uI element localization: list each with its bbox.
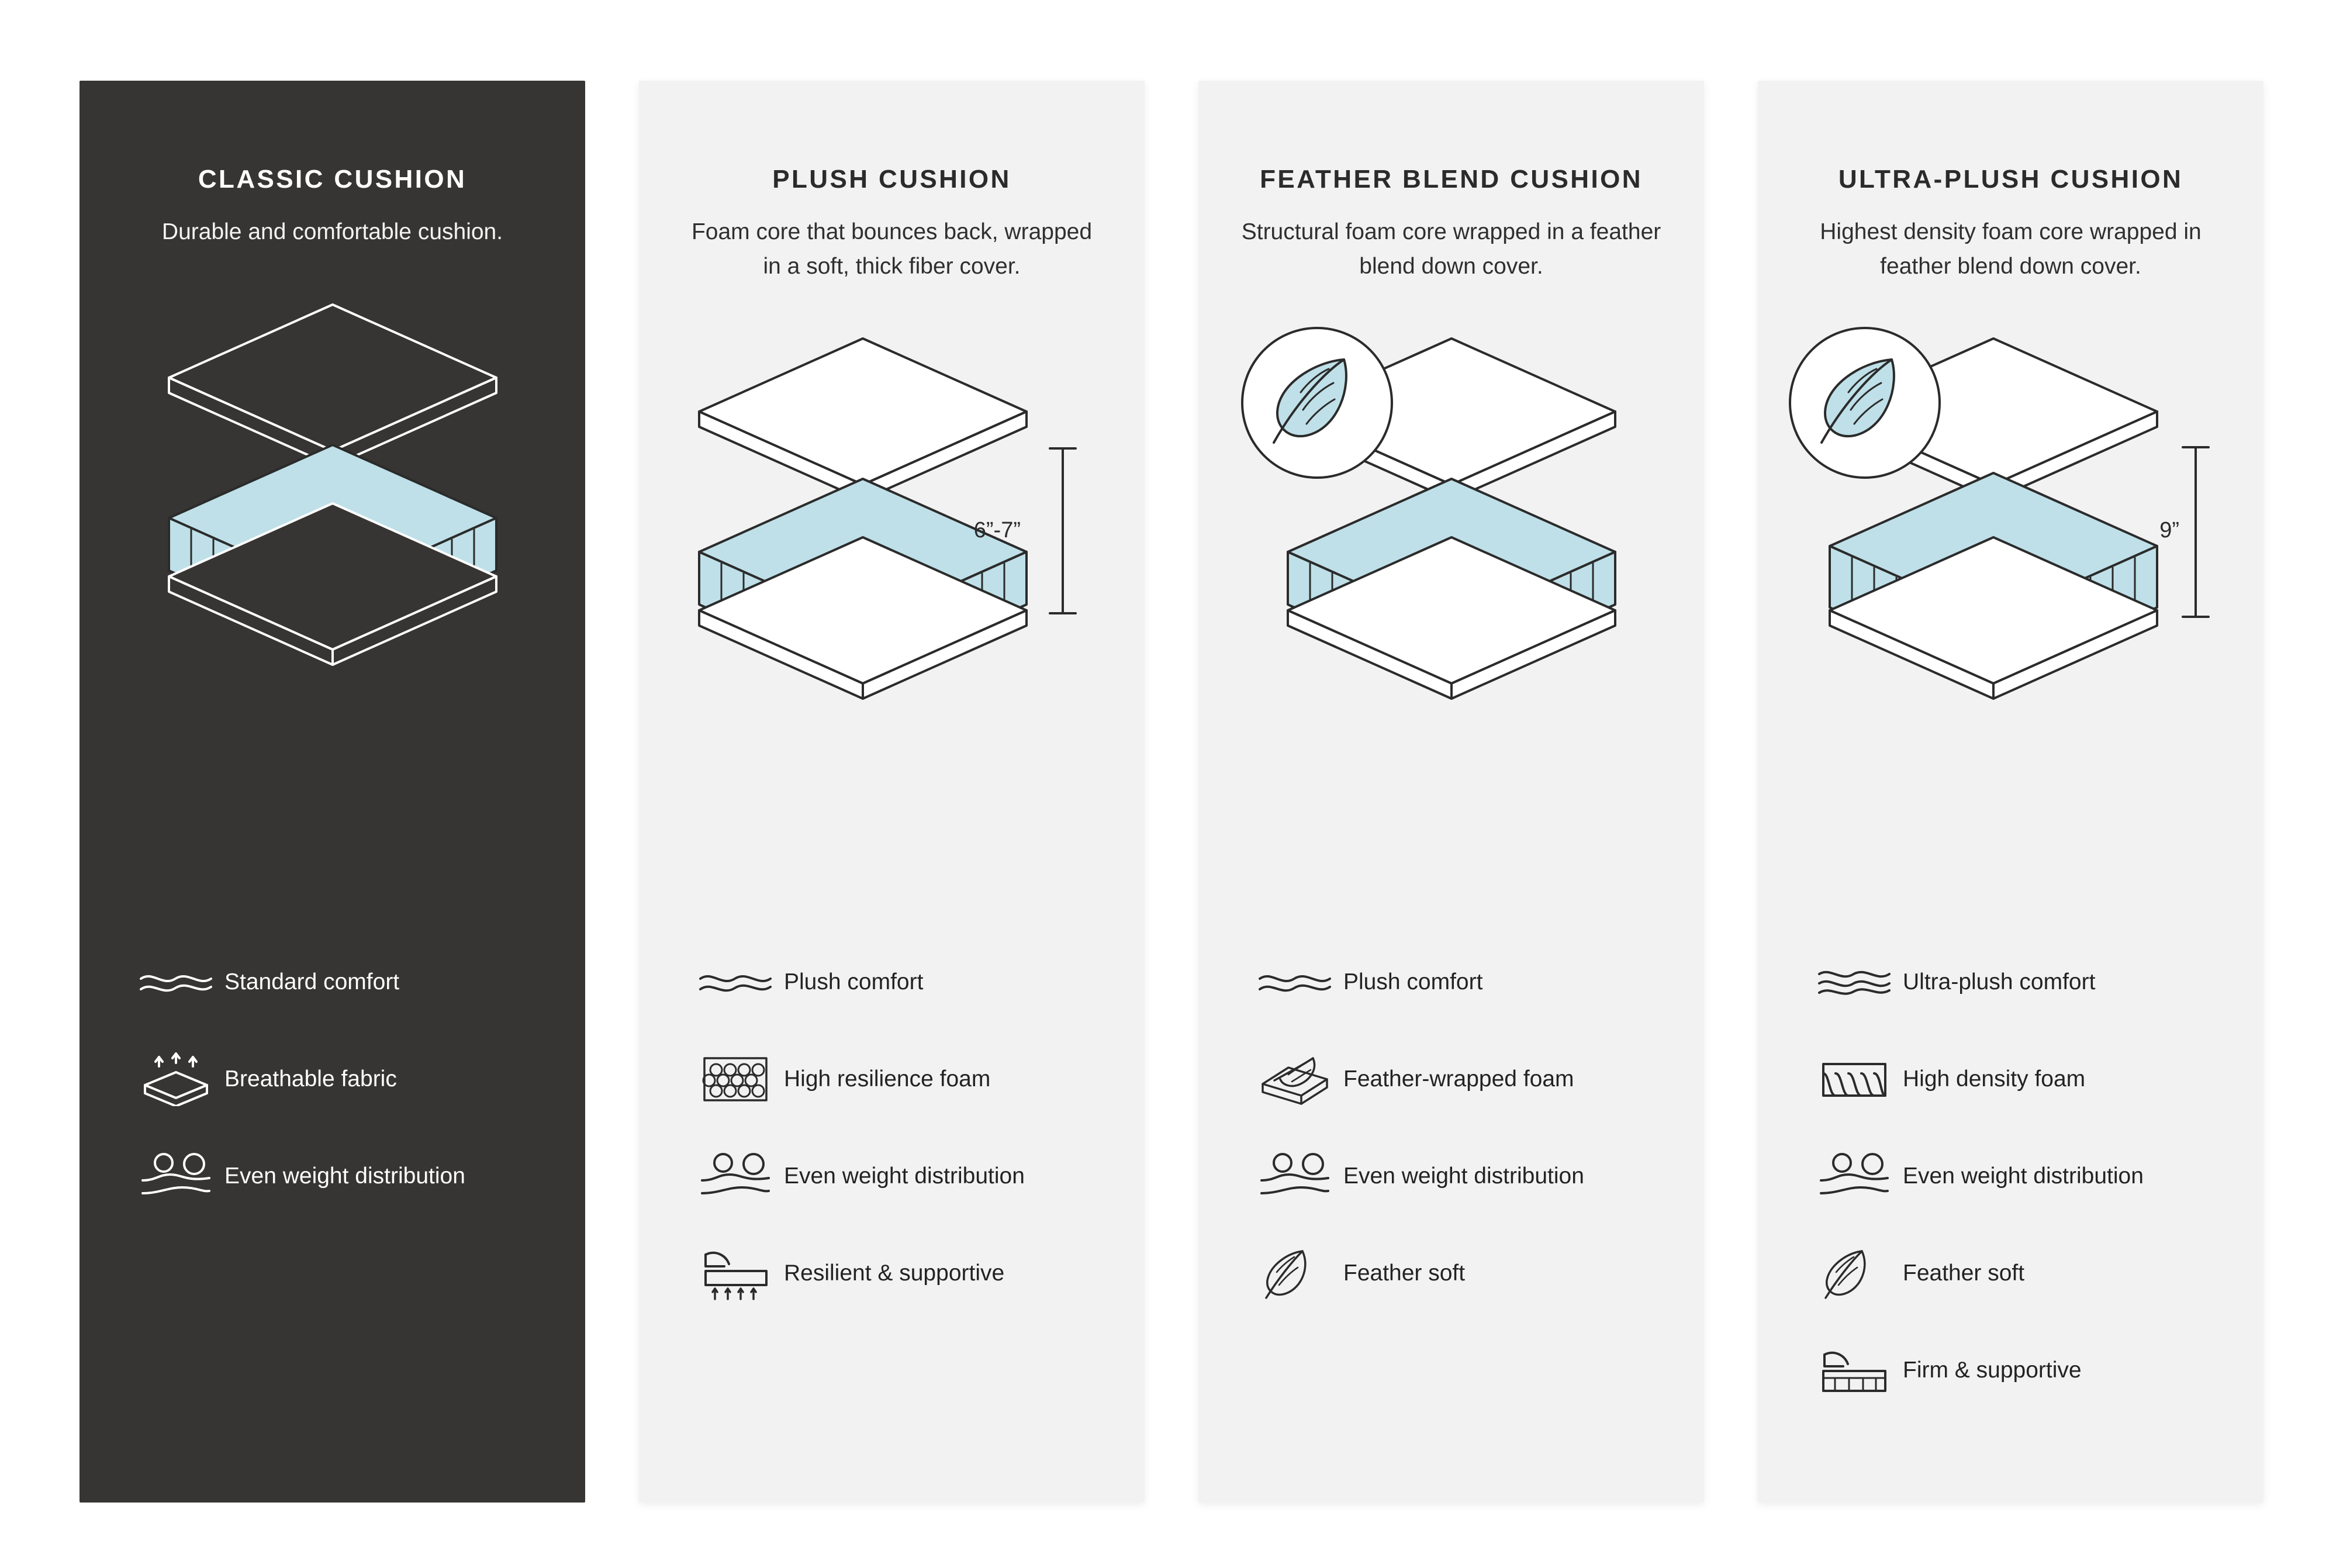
- triple-wave-icon: [1816, 966, 1903, 999]
- list-item[interactable]: [697, 1243, 1110, 1304]
- feature-label: Breathable fabric: [224, 1066, 397, 1092]
- card-description: Highest density foam core wrapped in feather blend down cover.: [1820, 219, 2202, 279]
- feather-icon: [1816, 1246, 1903, 1300]
- cushion-diagram-ultra-plush: [1758, 303, 2263, 748]
- cushion-diagram-plush: [639, 303, 1145, 748]
- list-item[interactable]: [1816, 1049, 2228, 1110]
- feature-label: High resilience foam: [784, 1066, 991, 1092]
- list-item[interactable]: [1257, 1243, 1669, 1304]
- feature-label: Even weight distribution: [224, 1163, 465, 1189]
- feature-list-feather-blend: [1198, 952, 1704, 1304]
- wave-icon: [1257, 968, 1343, 996]
- resilient-support-icon: [697, 1246, 784, 1300]
- wave-icon: [697, 968, 784, 996]
- list-item[interactable]: [697, 1049, 1110, 1110]
- cushion-card-classic[interactable]: [80, 81, 585, 1503]
- list-item[interactable]: [1257, 1146, 1669, 1207]
- leaf-badge-icon: [1790, 328, 1940, 478]
- card-description: Foam core that bounces back, wrapped in a soft, thick fiber cover.: [691, 219, 1093, 279]
- dimension-label: 6”-7”: [973, 518, 1021, 543]
- list-item[interactable]: [1816, 1243, 2228, 1304]
- feature-label: Resilient & supportive: [784, 1260, 1005, 1286]
- honeycomb-foam-icon: [697, 1052, 784, 1106]
- page-title: PLUSH CUSHION: [772, 165, 1011, 194]
- page-title: FEATHER BLEND CUSHION: [1260, 165, 1643, 194]
- breathable-fabric-icon: [138, 1052, 224, 1106]
- cushion-card-feather-blend[interactable]: [1198, 81, 1704, 1503]
- wave-icon: [138, 968, 224, 996]
- cushion-diagram-feather-blend: [1198, 303, 1704, 748]
- high-density-foam-icon: [1816, 1056, 1903, 1103]
- cushion-card-ultra-plush[interactable]: [1758, 81, 2263, 1503]
- feature-list-plush: [639, 952, 1145, 1304]
- feature-label: Plush comfort: [1343, 969, 1483, 994]
- cushion-card-plush[interactable]: [639, 81, 1145, 1503]
- list-item[interactable]: [1257, 1049, 1669, 1110]
- dimension-label: 9”: [2159, 518, 2179, 543]
- feature-label: Firm & supportive: [1903, 1357, 2082, 1383]
- list-item[interactable]: [1816, 1146, 2228, 1207]
- feature-label: Even weight distribution: [1343, 1163, 1584, 1189]
- weight-distribution-icon: [138, 1151, 224, 1201]
- feature-label: Feather soft: [1903, 1260, 2025, 1286]
- feature-label: Standard comfort: [224, 969, 400, 994]
- list-item[interactable]: [1816, 952, 2228, 1013]
- feature-label: Even weight distribution: [1903, 1163, 2144, 1189]
- feather-icon: [1257, 1246, 1343, 1300]
- feature-label: Even weight distribution: [784, 1163, 1025, 1189]
- feature-label: Ultra-plush comfort: [1903, 969, 2096, 994]
- feature-label: Feather soft: [1343, 1260, 1466, 1286]
- card-description: Durable and comfortable cushion.: [161, 219, 503, 245]
- leaf-badge-icon: [1242, 328, 1392, 478]
- list-item[interactable]: [1257, 952, 1669, 1013]
- page-title: CLASSIC CUSHION: [198, 165, 467, 194]
- page-title: ULTRA-PLUSH CUSHION: [1838, 165, 2183, 194]
- weight-distribution-icon: [1257, 1151, 1343, 1201]
- firm-support-icon: [1816, 1345, 1903, 1396]
- feature-label: High density foam: [1903, 1066, 2086, 1092]
- list-item[interactable]: [138, 1049, 550, 1110]
- feature-label: Plush comfort: [784, 969, 924, 994]
- cushion-cards-row: [80, 81, 2278, 1503]
- cushion-diagram-classic: [80, 270, 585, 714]
- list-item[interactable]: [138, 952, 550, 1013]
- feature-list-classic: [80, 952, 585, 1207]
- feature-label: Feather-wrapped foam: [1343, 1066, 1574, 1092]
- weight-distribution-icon: [1816, 1151, 1903, 1201]
- list-item[interactable]: [697, 952, 1110, 1013]
- feature-list-ultra-plush: [1758, 952, 2263, 1401]
- list-item[interactable]: [697, 1146, 1110, 1207]
- weight-distribution-icon: [697, 1151, 784, 1201]
- card-description: Structural foam core wrapped in a feather blend down cover.: [1241, 219, 1661, 279]
- list-item[interactable]: [1816, 1340, 2228, 1401]
- list-item[interactable]: [138, 1146, 550, 1207]
- feather-wrapped-foam-icon: [1257, 1052, 1343, 1106]
